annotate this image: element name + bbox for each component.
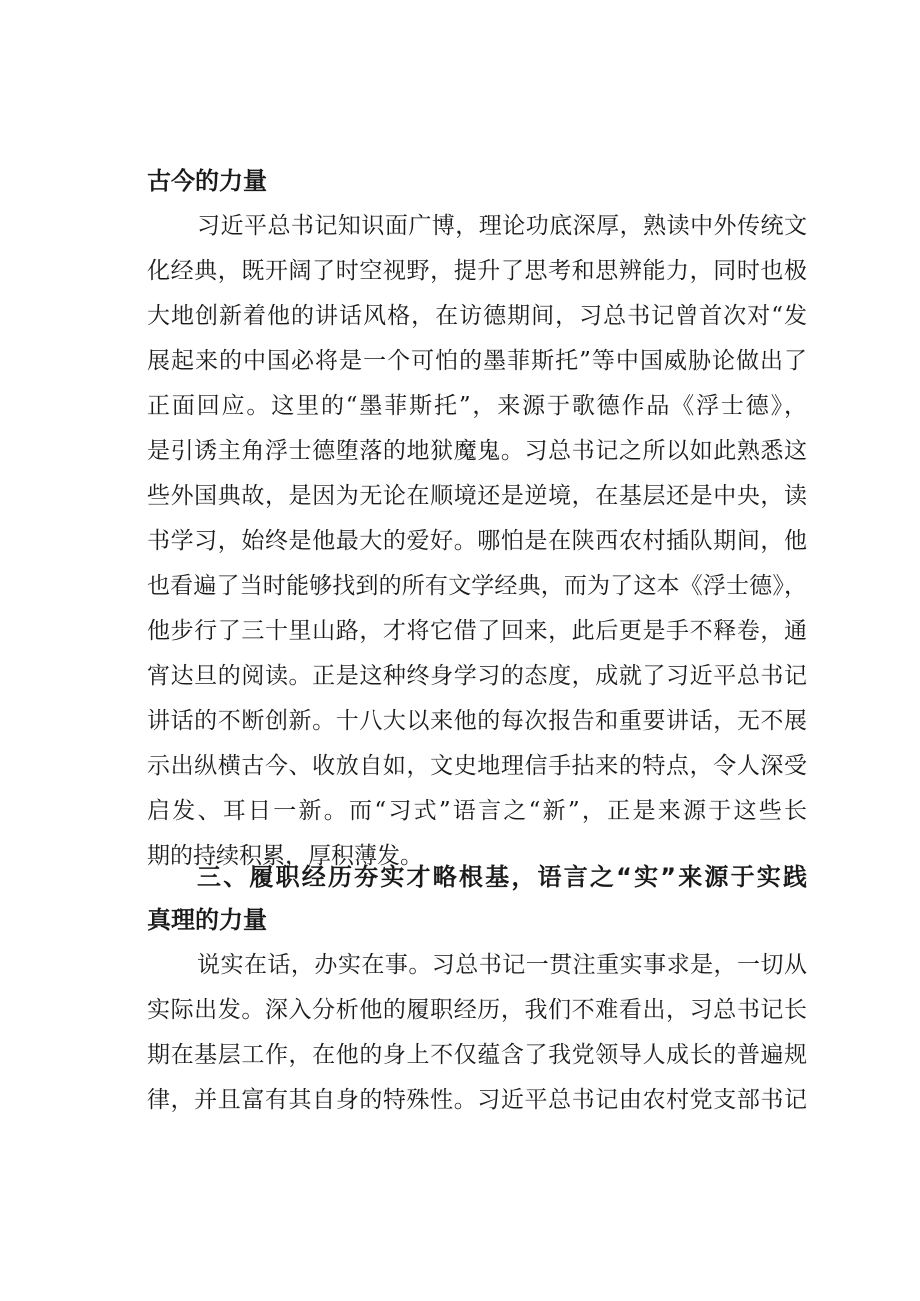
paragraph-line: 习近平总书记知识面广博，理论功底深厚，熟读中外传统文	[197, 213, 807, 239]
paragraph-line: 示出纵横古今、收放自如，文史地理信手拈来的特点，令人深受	[147, 753, 807, 779]
paragraph-line: 是引诱主角浮士德堕落的地狱魔鬼。习总书记之所以如此熟悉这	[147, 438, 807, 464]
paragraph-line: 化经典，既开阔了时空视野，提升了思考和思辨能力，同时也极	[147, 258, 807, 284]
section-heading: 三、履职经历夯实才略根基，语言之“实”来源于实践	[197, 863, 807, 891]
section-title-continuation: 古今的力量	[147, 167, 267, 195]
paragraph-line: 他步行了三十里山路，才将它借了回来，此后更是手不释卷，通	[147, 618, 807, 644]
paragraph-line: 宵达旦的阅读。正是这种终身学习的态度，成就了习近平总书记	[147, 663, 807, 689]
paragraph-line: 书学习，始终是他最大的爱好。哪怕是在陕西农村插队期间，他	[147, 528, 807, 554]
paragraph-line: 展起来的中国必将是一个可怕的墨菲斯托”等中国威胁论做出了	[147, 348, 807, 374]
paragraph-line: 些外国典故，是因为无论在顺境还是逆境，在基层还是中央，读	[147, 483, 807, 509]
paragraph-line: 也看遍了当时能够找到的所有文学经典，而为了这本《浮士德》，	[147, 573, 807, 599]
paragraph-line: 大地创新着他的讲话风格，在访德期间，习总书记曾首次对“发	[147, 303, 807, 329]
paragraph-line: 说实在话，办实在事。习总书记一贯注重实事求是，一切从	[197, 952, 807, 978]
paragraph-line: 正面回应。这里的“墨菲斯托”，来源于歌德作品《浮士德》，	[147, 393, 807, 419]
paragraph-line: 律，并且富有其自身的特殊性。习近平总书记由农村党支部书记	[147, 1087, 807, 1113]
paragraph-line: 实际出发。深入分析他的履职经历，我们不难看出，习总书记长	[147, 997, 807, 1023]
paragraph-line: 期在基层工作，在他的身上不仅蕴含了我党领导人成长的普遍规	[147, 1042, 807, 1068]
paragraph-line: 启发、耳日一新。而“习式”语言之“新”，正是来源于这些长	[147, 798, 807, 824]
section-heading-continuation: 真理的力量	[147, 906, 267, 934]
paragraph-line: 期的持续积累，厚积薄发。	[147, 843, 423, 869]
paragraph-line: 讲话的不断创新。十八大以来他的每次报告和重要讲话，无不展	[147, 708, 807, 734]
